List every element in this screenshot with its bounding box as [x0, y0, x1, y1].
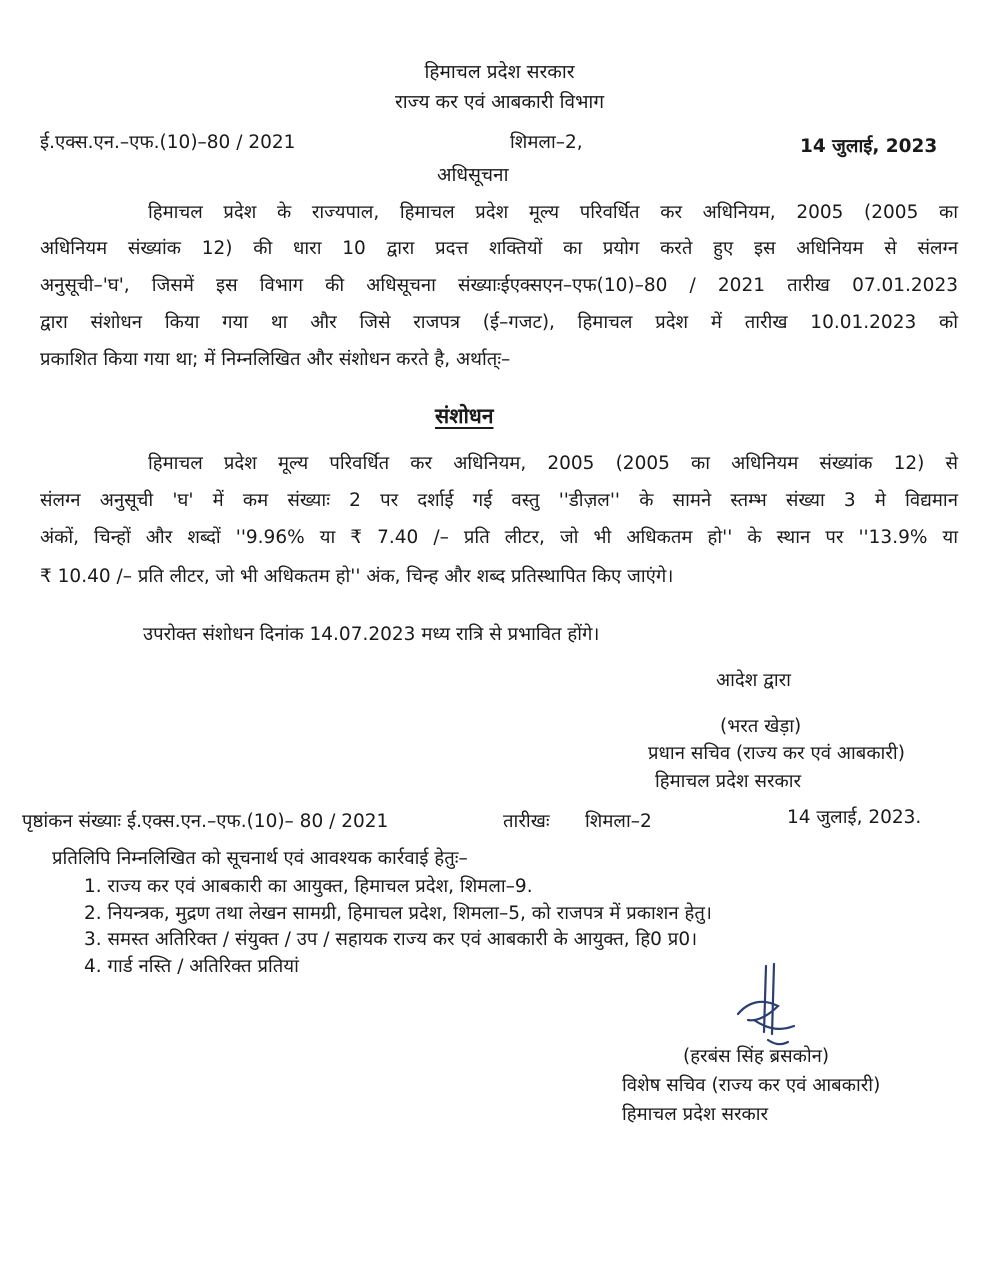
copy-to-intro: प्रतिलिपि निम्नलिखित को सूचनार्थ एवं आवश्यक कार्रवाई हेतुः–	[52, 848, 468, 869]
endorsement-number: पृष्ठांकन संख्याः ई.एक्स.एन.–एफ.(10)– 80 / 2021	[22, 811, 389, 832]
reference-place: शिमला–2,	[510, 132, 583, 153]
amendment-line: अंकों, चिन्हों और शब्दों ''9.96% या ₹ 7.40 /– प्रति लीटर, जो भी अधिकतम हो'' के स्थान पर ''13.9% या	[40, 527, 958, 548]
signatory2-name: (हरबंस सिंह ब्रसकोन)	[683, 1046, 830, 1067]
amendment-line: हिमाचल प्रदेश मूल्य परिवर्धित कर अधिनियम, 2005 (2005 का अधिनियम संख्यांक 12) से	[148, 453, 958, 474]
notification-line: अधिनियम संख्यांक 12) की धारा 10 द्वारा प्रदत्त शक्तियों का प्रयोग करते हुए इस अधिनियम से संलग्न	[40, 238, 958, 259]
signatory1-designation: प्रधान सचिव (राज्य कर एवं आबकारी)	[648, 743, 905, 764]
notification-line: प्रकाशित किया गया था; में निम्नलिखित और संशोधन करते है, अर्थात्ः–	[40, 349, 511, 370]
amendment-line: संलग्न अनुसूची 'घ' में कम संख्याः 2 पर दर्शाई गई वस्तु ''डीज़ल'' के सामने स्तम्भ संख्या 3 मे विद्यमान	[40, 490, 958, 511]
signatory1-name: (भरत खेड़ा)	[720, 716, 802, 737]
endorsement-date-label: तारीखः	[503, 811, 550, 832]
signatory2-designation: विशेष सचिव (राज्य कर एवं आबकारी)	[622, 1075, 881, 1096]
handwritten-signature	[718, 962, 808, 1052]
list-item: 4. गार्ड नस्ति / अतिरिक्त प्रतियां	[84, 956, 299, 977]
effective-date-line: उपरोक्त संशोधन दिनांक 14.07.2023 मध्य रात्रि से प्रभावित होंगे।	[143, 624, 600, 645]
endorsement-place: शिमला–2	[585, 811, 652, 832]
list-item: 2. नियन्त्रक, मुद्रण तथा लेखन सामग्री, हिमाचल प्रदेश, शिमला–5, को राजपत्र में प्रकाशन हेतु।	[84, 903, 712, 924]
header-department: राज्य कर एवं आबकारी विभाग	[394, 91, 605, 113]
amendment-title: संशोधन	[435, 404, 494, 428]
amendment-line: ₹ 10.40 /– प्रति लीटर, जो भी अधिकतम हो'' अंक, चिन्ह और शब्द प्रतिस्थापित किए जाएंगे।	[40, 566, 674, 587]
notification-line: अनुसूची–'घ', जिसमें इस विभाग की अधिसूचना संख्याःईएक्सएन–एफ(10)–80 / 2021 तारीख 07.01.2023	[40, 275, 958, 296]
reference-number: ई.एक्स.एन.–एफ.(10)–80 / 2021	[40, 132, 296, 153]
notification-line: हिमाचल प्रदेश के राज्यपाल, हिमाचल प्रदेश मूल्य परिवर्धित कर अधिनियम, 2005 (2005 का	[148, 202, 958, 223]
reference-date: 14 जुलाई, 2023	[800, 136, 938, 157]
signatory1-government: हिमाचल प्रदेश सरकार	[655, 771, 802, 792]
list-item: 3. समस्त अतिरिक्त / संयुक्त / उप / सहायक राज्य कर एवं आबकारी के आयुक्त, हि0 प्र0।	[84, 929, 698, 950]
header-government: हिमाचल प्रदेश सरकार	[424, 61, 575, 83]
order-by: आदेश द्वारा	[716, 670, 791, 691]
notification-line: द्वारा संशोधन किया गया था और जिसे राजपत्र (ई–गजट), हिमाचल प्रदेश में तारीख 10.01.2023 को	[40, 312, 958, 333]
notification-title: अधिसूचना	[437, 164, 509, 186]
endorsement-date: 14 जुलाई, 2023.	[787, 807, 922, 828]
list-item: 1. राज्य कर एवं आबकारी का आयुक्त, हिमाचल प्रदेश, शिमला–9.	[84, 876, 533, 897]
signatory2-government: हिमाचल प्रदेश सरकार	[622, 1104, 769, 1125]
